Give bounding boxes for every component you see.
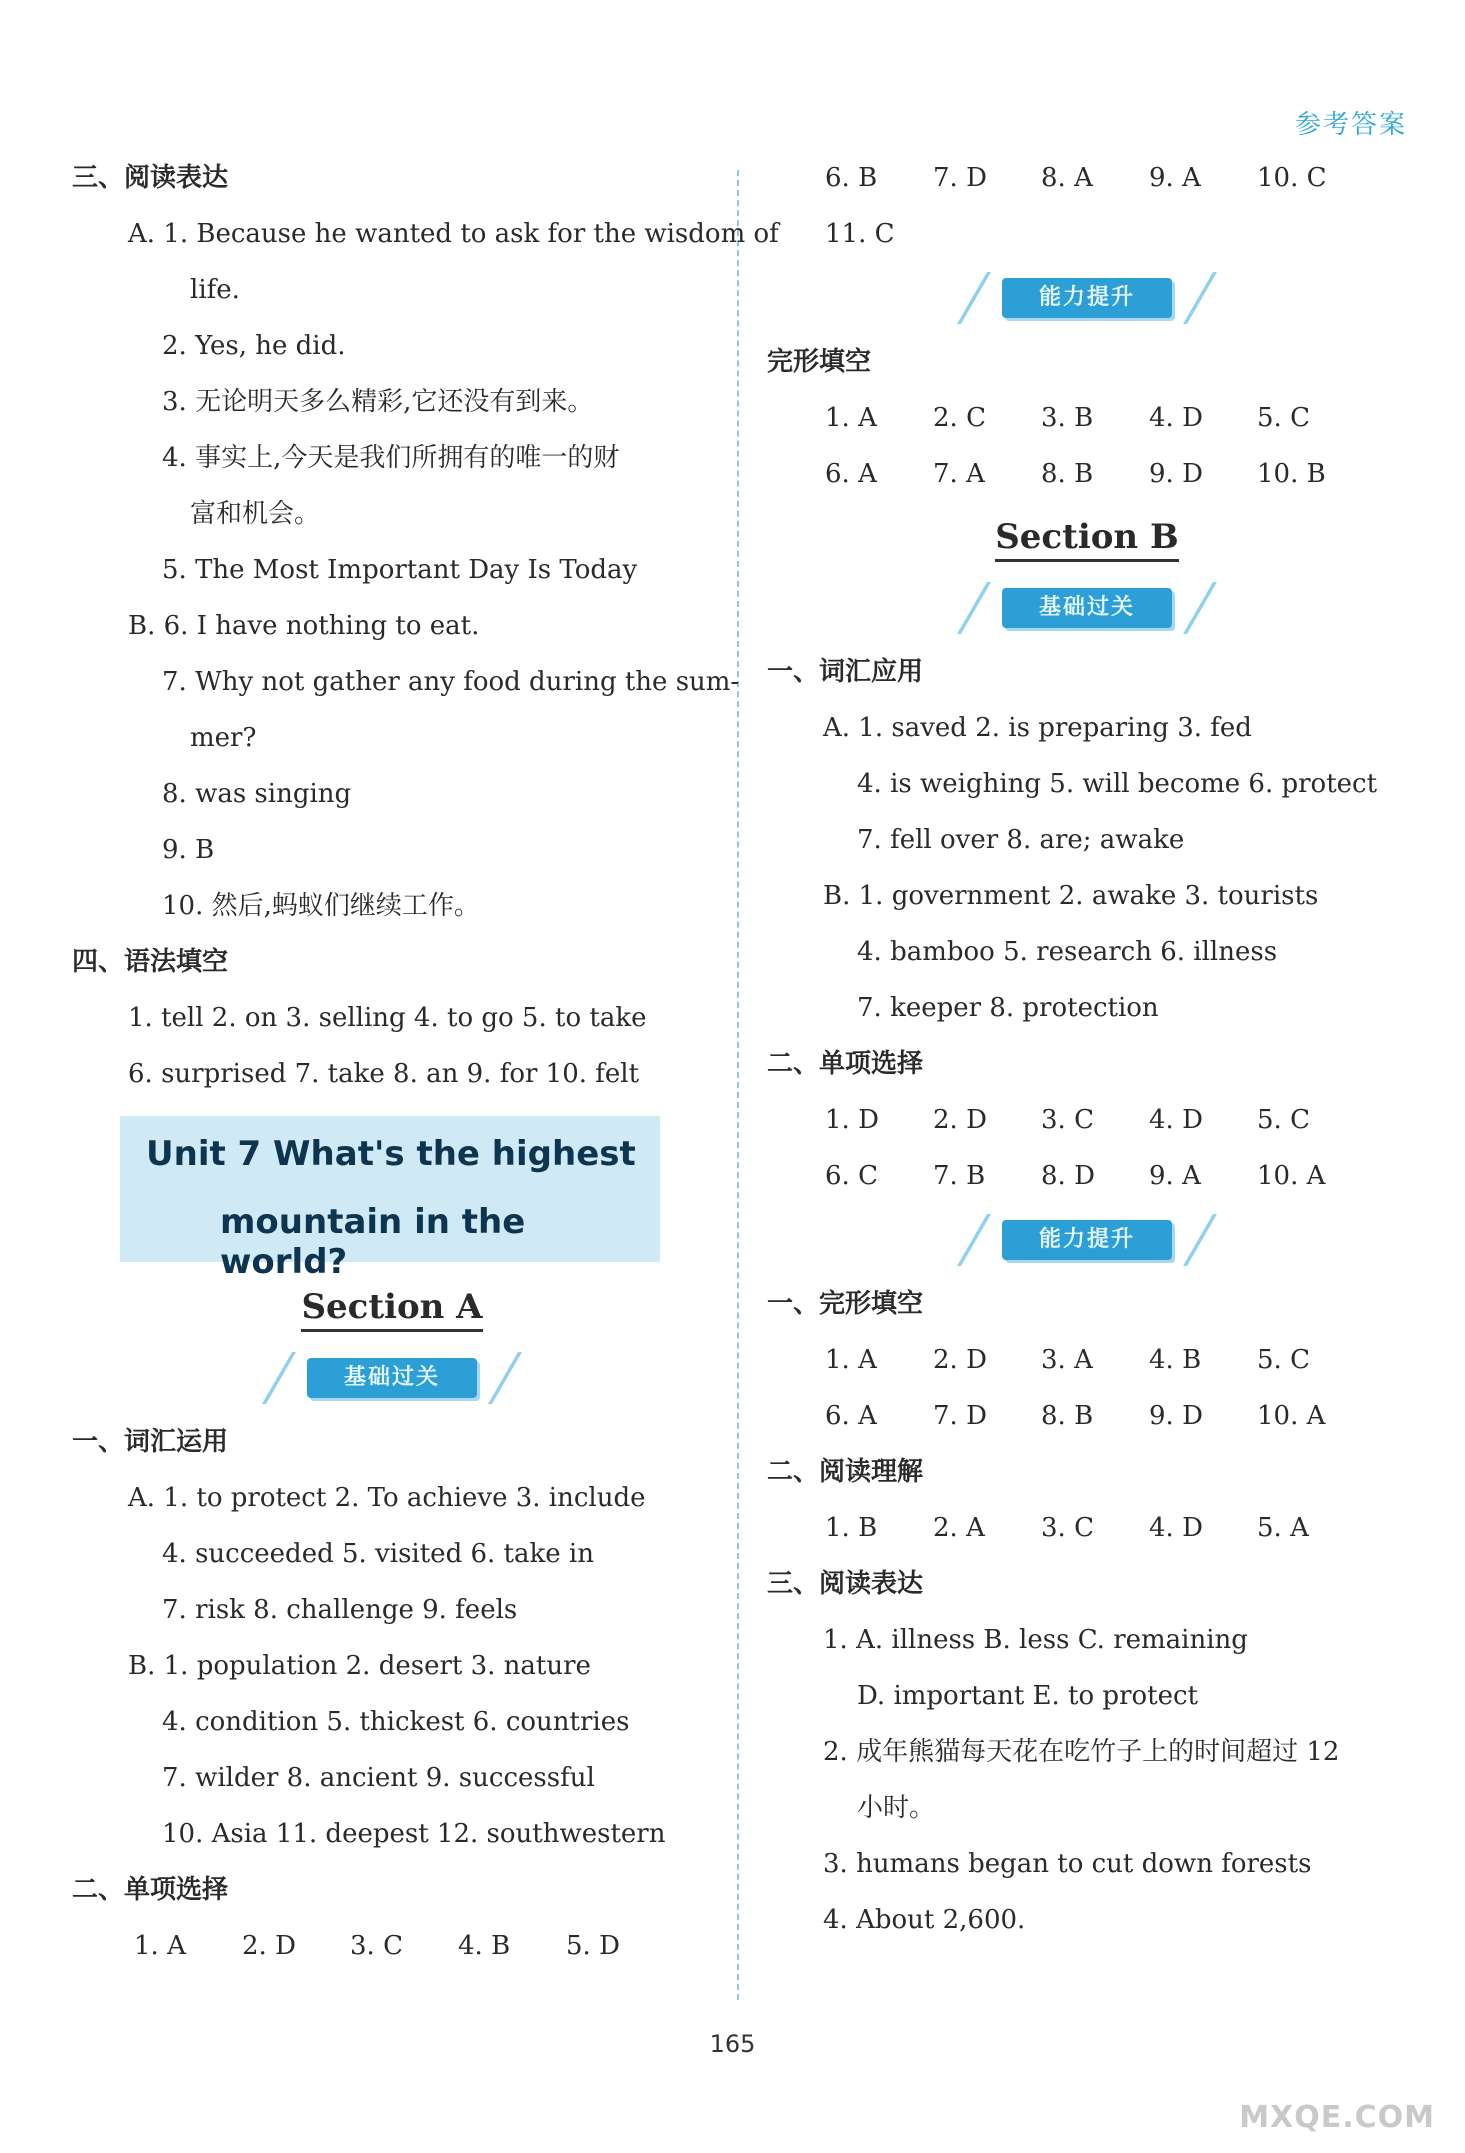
- left-column: [72, 150, 779, 1974]
- answer-cell: 7. B: [933, 1161, 986, 1191]
- answer-key-tag: 参考答案: [1294, 110, 1407, 140]
- answer-cell: 4. D: [1149, 1105, 1203, 1135]
- answer-row: [767, 1092, 1407, 1148]
- answer-cell: 3. C: [1041, 1513, 1094, 1543]
- unit-title-banner: [120, 1116, 660, 1282]
- answer-cell: 10. A: [1257, 1161, 1326, 1191]
- answer-cell: 2. A: [933, 1513, 985, 1543]
- answer-row: [767, 390, 1407, 446]
- answer-cell: 1. A: [825, 403, 877, 433]
- answer-cell: 10. B: [1257, 459, 1326, 489]
- answer-line: 7. Why not gather any food during the sum-: [162, 667, 740, 697]
- answer-line: 2. Yes, he did.: [162, 331, 346, 361]
- answer-cell: 2. D: [242, 1931, 296, 1961]
- answer-cell: 2. D: [933, 1345, 987, 1375]
- answer-cell: 9. A: [1149, 163, 1201, 193]
- answer-line: B. 1. government 2. awake 3. tourists: [823, 881, 1319, 911]
- answer-line: 4. succeeded 5. visited 6. take in: [162, 1539, 594, 1569]
- answer-cell: 9. D: [1149, 459, 1203, 489]
- answer-row: [72, 1918, 712, 1974]
- answer-cell: 2. C: [933, 403, 986, 433]
- answer-line: 3. 无论明天多么精彩,它还没有到来。: [162, 387, 594, 417]
- answer-line: 4. About 2,600.: [823, 1905, 1026, 1935]
- answer-line: 4. 事实上,今天是我们所拥有的唯一的财: [162, 443, 620, 473]
- answer-cell: 6. A: [825, 459, 877, 489]
- heading-multiple-choice: 二、单项选择: [767, 1049, 924, 1079]
- answer-line: 2. 成年熊猫每天花在吃竹子上的时间超过 12: [823, 1737, 1340, 1767]
- answer-cell: 6. A: [825, 1401, 877, 1431]
- column-divider: [737, 170, 739, 2000]
- badge-label: 能力提升: [1002, 278, 1172, 318]
- answer-cell: 5. C: [1257, 403, 1310, 433]
- heading-reading-comprehension: 二、阅读理解: [767, 1457, 924, 1487]
- answer-line: A. 1. Because he wanted to ask for the wisdom of: [128, 219, 779, 249]
- answer-line: B. 1. population 2. desert 3. nature: [128, 1651, 591, 1681]
- answer-line: 7. fell over 8. are; awake: [857, 825, 1185, 855]
- answer-cell: 1. A: [825, 1345, 877, 1375]
- answer-line: B. 6. I have nothing to eat.: [128, 611, 480, 641]
- answer-line: 11. C: [825, 219, 895, 249]
- heading-vocabulary-application: 一、词汇应用: [767, 657, 924, 687]
- answer-line: 4. bamboo 5. research 6. illness: [857, 937, 1278, 967]
- answer-line: D. important E. to protect: [857, 1681, 1198, 1711]
- badge-basic: [767, 572, 1407, 644]
- heading-grammar-fill: 四、语法填空: [72, 947, 229, 977]
- unit-title-line-2: mountain in the world?: [220, 1202, 526, 1282]
- page-number: 165: [709, 2030, 756, 2058]
- heading-cloze: 完形填空: [767, 347, 872, 377]
- answer-cell: 4. B: [458, 1931, 511, 1961]
- answer-line: 10. Asia 11. deepest 12. southwestern: [162, 1819, 666, 1849]
- answer-line: 3. humans began to cut down forests: [823, 1849, 1312, 1879]
- answer-cell: 3. A: [1041, 1345, 1093, 1375]
- badge-label: 能力提升: [1002, 1220, 1172, 1260]
- answer-cell: 5. A: [1257, 1513, 1309, 1543]
- answer-cell: 3. C: [1041, 1105, 1094, 1135]
- answer-line: 6. surprised 7. take 8. an 9. for 10. felt: [128, 1059, 640, 1089]
- answer-line: mer?: [190, 723, 257, 753]
- answer-cell: 7. D: [933, 1401, 987, 1431]
- answer-cell: 5. C: [1257, 1345, 1310, 1375]
- unit-title-line-1: Unit 7 What's the highest: [146, 1134, 636, 1174]
- answer-cell: 8. B: [1041, 459, 1094, 489]
- badge-ability: [767, 1204, 1407, 1276]
- answer-line: A. 1. saved 2. is preparing 3. fed: [823, 713, 1252, 743]
- answer-cell: 2. D: [933, 1105, 987, 1135]
- answer-cell: 5. C: [1257, 1105, 1310, 1135]
- answer-line: 5. The Most Important Day Is Today: [162, 555, 638, 585]
- right-column: [767, 150, 1407, 1948]
- badge-basic: [72, 1342, 712, 1414]
- answer-cell: 4. B: [1149, 1345, 1202, 1375]
- badge-ability: [767, 262, 1407, 334]
- answer-line: 7. wilder 8. ancient 9. successful: [162, 1763, 595, 1793]
- answer-cell: 8. A: [1041, 163, 1093, 193]
- answer-line: 1. A. illness B. less C. remaining: [823, 1625, 1248, 1655]
- answer-cell: 4. D: [1149, 403, 1203, 433]
- answer-cell: 7. D: [933, 163, 987, 193]
- answer-cell: 8. B: [1041, 1401, 1094, 1431]
- answer-cell: 4. D: [1149, 1513, 1203, 1543]
- section-a-title: Section A: [72, 1272, 712, 1342]
- badge-label: 基础过关: [1002, 588, 1172, 628]
- answer-cell: 9. D: [1149, 1401, 1203, 1431]
- heading-reading-expression: 三、阅读表达: [767, 1569, 924, 1599]
- section-b-title: Section B: [767, 502, 1407, 572]
- answer-row: [767, 446, 1407, 502]
- answer-line: 8. was singing: [162, 779, 352, 809]
- answer-line: 7. keeper 8. protection: [857, 993, 1159, 1023]
- answer-line: 7. risk 8. challenge 9. feels: [162, 1595, 518, 1625]
- answer-line: life.: [190, 275, 240, 305]
- heading-reading-expression: 三、阅读表达: [72, 163, 229, 193]
- answer-line: 1. tell 2. on 3. selling 4. to go 5. to take: [128, 1003, 647, 1033]
- answer-row: [767, 1388, 1407, 1444]
- heading-multiple-choice: 二、单项选择: [72, 1875, 229, 1905]
- answer-line: 小时。: [857, 1793, 936, 1823]
- answer-cell: 3. C: [350, 1931, 403, 1961]
- answer-cell: 6. C: [825, 1161, 878, 1191]
- badge-label: 基础过关: [307, 1358, 477, 1398]
- answer-cell: 7. A: [933, 459, 985, 489]
- answer-cell: 6. B: [825, 163, 878, 193]
- answer-line: 10. 然后,蚂蚁们继续工作。: [162, 891, 480, 921]
- answer-cell: 10. A: [1257, 1401, 1326, 1431]
- site-watermark: MXQE.COM: [1239, 2100, 1435, 2135]
- answer-cell: 9. A: [1149, 1161, 1201, 1191]
- answer-cell: 10. C: [1257, 163, 1327, 193]
- heading-cloze: 一、完形填空: [767, 1289, 924, 1319]
- answer-line: 4. is weighing 5. will become 6. protect: [857, 769, 1378, 799]
- answer-cell: 8. D: [1041, 1161, 1095, 1191]
- answer-row: [767, 1332, 1407, 1388]
- answer-cell: 3. B: [1041, 403, 1094, 433]
- answer-line: A. 1. to protect 2. To achieve 3. include: [128, 1483, 646, 1513]
- answer-line: 4. condition 5. thickest 6. countries: [162, 1707, 630, 1737]
- answer-row: [767, 1500, 1407, 1556]
- answer-line: 9. B: [162, 835, 215, 865]
- answer-row: [767, 1148, 1407, 1204]
- heading-vocabulary: 一、词汇运用: [72, 1427, 229, 1457]
- answer-cell: 5. D: [566, 1931, 620, 1961]
- answer-cell: 1. A: [134, 1931, 186, 1961]
- answer-cell: 1. D: [825, 1105, 879, 1135]
- answer-line: 富和机会。: [190, 499, 321, 529]
- answer-row: [767, 150, 1407, 206]
- answer-cell: 1. B: [825, 1513, 878, 1543]
